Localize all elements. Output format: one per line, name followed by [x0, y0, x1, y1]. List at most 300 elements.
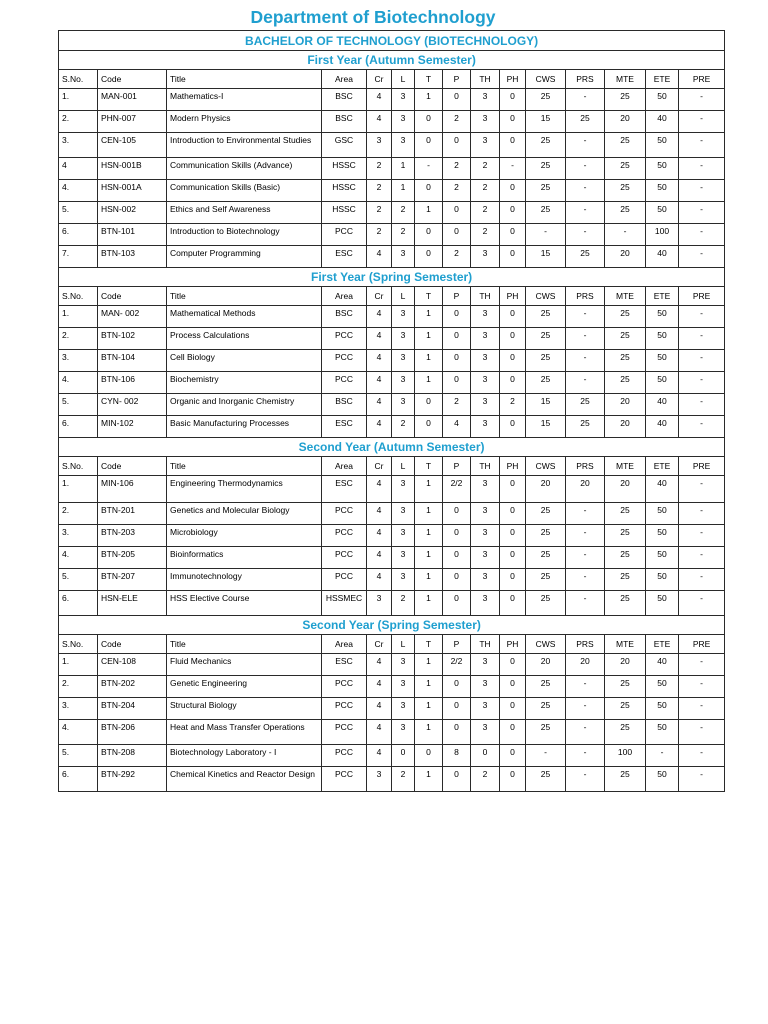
cell-p: 2 — [443, 394, 471, 416]
cell-prs: - — [566, 202, 605, 224]
cell-th: 3 — [471, 591, 500, 616]
cell-l: 3 — [392, 547, 415, 569]
cell-p: 2/2 — [443, 654, 471, 676]
cell-mte: 25 — [605, 503, 646, 525]
cell-cr: 4 — [367, 745, 392, 767]
cell-mte: 20 — [605, 246, 646, 268]
cell-p: 0 — [443, 720, 471, 745]
cell-mte: 25 — [605, 350, 646, 372]
cell-ph: 0 — [500, 654, 526, 676]
cell-code: BTN-201 — [98, 503, 167, 525]
cell-l: 2 — [392, 767, 415, 792]
cell-cws: 25 — [526, 202, 566, 224]
course-row — [59, 720, 725, 745]
cell-sno: 2. — [59, 111, 98, 133]
cell-l: 3 — [392, 306, 415, 328]
cell-ete: 50 — [646, 591, 679, 616]
cell-t: 0 — [415, 111, 443, 133]
cell-pre: - — [679, 224, 725, 246]
cell-cws: 25 — [526, 89, 566, 111]
column-header-title: Title — [167, 457, 322, 476]
cell-th: 0 — [471, 745, 500, 767]
cell-th: 3 — [471, 111, 500, 133]
cell-cws: 15 — [526, 416, 566, 438]
cell-title: Heat and Mass Transfer Operations — [167, 720, 322, 745]
cell-mte: 25 — [605, 720, 646, 745]
cell-l: 3 — [392, 569, 415, 591]
cell-l: 3 — [392, 350, 415, 372]
cell-l: 1 — [392, 158, 415, 180]
cell-cr: 4 — [367, 394, 392, 416]
column-header-cr: Cr — [367, 70, 392, 89]
cell-ph: 0 — [500, 591, 526, 616]
cell-t: - — [415, 158, 443, 180]
cell-cws: - — [526, 224, 566, 246]
cell-ph: 0 — [500, 767, 526, 792]
cell-pre: - — [679, 547, 725, 569]
cell-title: Cell Biology — [167, 350, 322, 372]
cell-sno: 1. — [59, 476, 98, 503]
cell-p: 4 — [443, 416, 471, 438]
cell-l: 2 — [392, 224, 415, 246]
column-header-l: L — [392, 287, 415, 306]
cell-sno: 4. — [59, 720, 98, 745]
cell-code: BTN-205 — [98, 547, 167, 569]
cell-area: PCC — [322, 698, 367, 720]
cell-prs: - — [566, 698, 605, 720]
cell-title: Communication Skills (Advance) — [167, 158, 322, 180]
cell-prs: - — [566, 745, 605, 767]
cell-prs: 20 — [566, 476, 605, 503]
cell-p: 0 — [443, 676, 471, 698]
cell-sno: 2. — [59, 503, 98, 525]
cell-title: Genetics and Molecular Biology — [167, 503, 322, 525]
course-row — [59, 111, 725, 133]
cell-code: MIN-106 — [98, 476, 167, 503]
cell-th: 3 — [471, 350, 500, 372]
cell-ph: 0 — [500, 547, 526, 569]
cell-sno: 4. — [59, 372, 98, 394]
cell-th: 3 — [471, 654, 500, 676]
cell-cr: 3 — [367, 133, 392, 158]
cell-mte: 25 — [605, 306, 646, 328]
cell-cr: 4 — [367, 476, 392, 503]
cell-th: 2 — [471, 224, 500, 246]
cell-pre: - — [679, 416, 725, 438]
course-row — [59, 350, 725, 372]
column-header-code: Code — [98, 287, 167, 306]
cell-sno: 5. — [59, 202, 98, 224]
cell-cws: 25 — [526, 350, 566, 372]
cell-th: 2 — [471, 767, 500, 792]
cell-cr: 2 — [367, 158, 392, 180]
cell-mte: 25 — [605, 676, 646, 698]
cell-sno: 6. — [59, 224, 98, 246]
cell-mte: 25 — [605, 328, 646, 350]
column-header-th: TH — [471, 457, 500, 476]
cell-code: BTN-101 — [98, 224, 167, 246]
cell-prs: 25 — [566, 416, 605, 438]
cell-p: 0 — [443, 525, 471, 547]
cell-cws: 25 — [526, 328, 566, 350]
cell-t: 1 — [415, 525, 443, 547]
cell-th: 3 — [471, 306, 500, 328]
cell-ete: 50 — [646, 720, 679, 745]
column-header-row — [59, 457, 725, 476]
cell-l: 3 — [392, 89, 415, 111]
cell-prs: - — [566, 372, 605, 394]
cell-title: Biotechnology Laboratory - I — [167, 745, 322, 767]
cell-ete: 50 — [646, 547, 679, 569]
cell-cws: 15 — [526, 111, 566, 133]
cell-code: HSN-002 — [98, 202, 167, 224]
cell-area: HSSC — [322, 202, 367, 224]
cell-area: PCC — [322, 676, 367, 698]
cell-mte: 20 — [605, 111, 646, 133]
cell-title: Biochemistry — [167, 372, 322, 394]
cell-code: BTN-206 — [98, 720, 167, 745]
cell-prs: - — [566, 547, 605, 569]
cell-code: MAN- 002 — [98, 306, 167, 328]
cell-t: 1 — [415, 89, 443, 111]
column-header-cws: CWS — [526, 70, 566, 89]
column-header-row — [59, 287, 725, 306]
column-header-th: TH — [471, 287, 500, 306]
cell-t: 0 — [415, 394, 443, 416]
cell-pre: - — [679, 246, 725, 268]
program-title: BACHELOR OF TECHNOLOGY (BIOTECHNOLOGY) — [59, 31, 725, 51]
cell-code: CYN- 002 — [98, 394, 167, 416]
course-row — [59, 133, 725, 158]
cell-sno: 4 — [59, 158, 98, 180]
cell-cr: 4 — [367, 569, 392, 591]
cell-mte: 20 — [605, 416, 646, 438]
cell-mte: 25 — [605, 591, 646, 616]
cell-ph: 0 — [500, 350, 526, 372]
cell-sno: 5. — [59, 569, 98, 591]
cell-cws: 25 — [526, 547, 566, 569]
course-row — [59, 306, 725, 328]
cell-prs: 20 — [566, 654, 605, 676]
cell-cws: - — [526, 745, 566, 767]
cell-ete: 50 — [646, 698, 679, 720]
cell-l: 2 — [392, 591, 415, 616]
course-row — [59, 89, 725, 111]
cell-th: 2 — [471, 158, 500, 180]
cell-prs: - — [566, 224, 605, 246]
cell-th: 3 — [471, 676, 500, 698]
cell-pre: - — [679, 350, 725, 372]
column-header-pre: PRE — [679, 457, 725, 476]
semester-title: First Year (Spring Semester) — [59, 268, 725, 287]
course-row — [59, 394, 725, 416]
cell-ete: 50 — [646, 133, 679, 158]
cell-sno: 6. — [59, 416, 98, 438]
cell-title: Bioinformatics — [167, 547, 322, 569]
cell-prs: - — [566, 328, 605, 350]
column-header-area: Area — [322, 287, 367, 306]
column-header-l: L — [392, 457, 415, 476]
cell-th: 3 — [471, 569, 500, 591]
semester-title: Second Year (Spring Semester) — [59, 616, 725, 635]
column-header-p: P — [443, 457, 471, 476]
cell-prs: - — [566, 676, 605, 698]
cell-prs: - — [566, 591, 605, 616]
cell-ph: 0 — [500, 503, 526, 525]
cell-code: BTN-202 — [98, 676, 167, 698]
column-header-area: Area — [322, 635, 367, 654]
cell-code: BTN-104 — [98, 350, 167, 372]
cell-cws: 25 — [526, 591, 566, 616]
cell-cr: 4 — [367, 350, 392, 372]
cell-title: Structural Biology — [167, 698, 322, 720]
cell-th: 3 — [471, 416, 500, 438]
cell-p: 0 — [443, 698, 471, 720]
cell-p: 0 — [443, 306, 471, 328]
cell-cr: 4 — [367, 676, 392, 698]
column-header-area: Area — [322, 457, 367, 476]
column-header-code: Code — [98, 635, 167, 654]
cell-ph: 0 — [500, 224, 526, 246]
cell-th: 3 — [471, 394, 500, 416]
cell-code: BTN-102 — [98, 328, 167, 350]
column-header-pre: PRE — [679, 635, 725, 654]
column-header-ete: ETE — [646, 635, 679, 654]
cell-area: PCC — [322, 503, 367, 525]
cell-ph: 0 — [500, 328, 526, 350]
column-header-cr: Cr — [367, 287, 392, 306]
column-header-row — [59, 70, 725, 89]
semester-title: First Year (Autumn Semester) — [59, 51, 725, 70]
cell-ete: 50 — [646, 525, 679, 547]
cell-area: ESC — [322, 654, 367, 676]
cell-cr: 4 — [367, 246, 392, 268]
cell-mte: 20 — [605, 394, 646, 416]
column-header-sno: S.No. — [59, 70, 98, 89]
cell-p: 0 — [443, 591, 471, 616]
cell-l: 3 — [392, 133, 415, 158]
cell-area: BSC — [322, 306, 367, 328]
cell-l: 2 — [392, 202, 415, 224]
cell-p: 2 — [443, 246, 471, 268]
cell-area: ESC — [322, 416, 367, 438]
cell-t: 1 — [415, 372, 443, 394]
cell-t: 1 — [415, 547, 443, 569]
cell-code: BTN-106 — [98, 372, 167, 394]
column-header-code: Code — [98, 457, 167, 476]
cell-sno: 3. — [59, 525, 98, 547]
column-header-t: T — [415, 287, 443, 306]
cell-title: Fluid Mechanics — [167, 654, 322, 676]
column-header-title: Title — [167, 70, 322, 89]
cell-ph: 0 — [500, 202, 526, 224]
course-row — [59, 525, 725, 547]
cell-l: 3 — [392, 720, 415, 745]
cell-mte: 25 — [605, 569, 646, 591]
column-header-title: Title — [167, 635, 322, 654]
cell-title: HSS Elective Course — [167, 591, 322, 616]
cell-pre: - — [679, 654, 725, 676]
cell-title: Organic and Inorganic Chemistry — [167, 394, 322, 416]
cell-l: 3 — [392, 525, 415, 547]
cell-title: Introduction to Environmental Studies — [167, 133, 322, 158]
cell-sno: 2. — [59, 328, 98, 350]
cell-prs: - — [566, 525, 605, 547]
course-row — [59, 224, 725, 246]
cell-l: 3 — [392, 476, 415, 503]
cell-cws: 25 — [526, 767, 566, 792]
cell-area: BSC — [322, 111, 367, 133]
cell-mte: 25 — [605, 547, 646, 569]
cell-t: 0 — [415, 416, 443, 438]
cell-pre: - — [679, 503, 725, 525]
course-row — [59, 698, 725, 720]
cell-title: Modern Physics — [167, 111, 322, 133]
cell-code: BTN-292 — [98, 767, 167, 792]
cell-area: PCC — [322, 525, 367, 547]
cell-ph: 0 — [500, 745, 526, 767]
cell-prs: - — [566, 720, 605, 745]
cell-cws: 25 — [526, 158, 566, 180]
cell-prs: 25 — [566, 246, 605, 268]
cell-ph: 0 — [500, 569, 526, 591]
course-row — [59, 569, 725, 591]
column-header-title: Title — [167, 287, 322, 306]
cell-pre: - — [679, 372, 725, 394]
cell-ete: 50 — [646, 372, 679, 394]
cell-p: 0 — [443, 133, 471, 158]
cell-pre: - — [679, 720, 725, 745]
cell-area: ESC — [322, 476, 367, 503]
cell-ete: 50 — [646, 503, 679, 525]
cell-ph: 0 — [500, 246, 526, 268]
course-row — [59, 372, 725, 394]
cell-cr: 3 — [367, 767, 392, 792]
cell-sno: 2. — [59, 676, 98, 698]
column-header-ph: PH — [500, 635, 526, 654]
cell-l: 3 — [392, 111, 415, 133]
cell-title: Genetic Engineering — [167, 676, 322, 698]
cell-cr: 4 — [367, 372, 392, 394]
column-header-cws: CWS — [526, 287, 566, 306]
cell-t: 1 — [415, 767, 443, 792]
cell-t: 0 — [415, 133, 443, 158]
cell-cr: 4 — [367, 89, 392, 111]
cell-cr: 2 — [367, 224, 392, 246]
semester-heading-row — [59, 438, 725, 457]
cell-cws: 25 — [526, 180, 566, 202]
cell-area: PCC — [322, 372, 367, 394]
column-header-ete: ETE — [646, 457, 679, 476]
course-row — [59, 416, 725, 438]
cell-title: Mathematical Methods — [167, 306, 322, 328]
cell-t: 0 — [415, 180, 443, 202]
cell-code: HSN-ELE — [98, 591, 167, 616]
semester-heading-row — [59, 51, 725, 70]
course-row — [59, 158, 725, 180]
page-title: Department of Biotechnology — [250, 7, 496, 27]
cell-title: Chemical Kinetics and Reactor Design — [167, 767, 322, 792]
semester-heading-row — [59, 616, 725, 635]
cell-title: Microbiology — [167, 525, 322, 547]
cell-l: 3 — [392, 372, 415, 394]
cell-l: 3 — [392, 328, 415, 350]
cell-sno: 1. — [59, 654, 98, 676]
column-header-t: T — [415, 635, 443, 654]
cell-mte: 25 — [605, 158, 646, 180]
cell-prs: - — [566, 569, 605, 591]
column-header-cws: CWS — [526, 457, 566, 476]
cell-p: 2 — [443, 111, 471, 133]
cell-cws: 25 — [526, 720, 566, 745]
cell-code: HSN-001B — [98, 158, 167, 180]
cell-pre: - — [679, 111, 725, 133]
cell-t: 0 — [415, 224, 443, 246]
cell-p: 0 — [443, 547, 471, 569]
cell-p: 0 — [443, 224, 471, 246]
cell-l: 3 — [392, 246, 415, 268]
cell-area: BSC — [322, 394, 367, 416]
cell-prs: - — [566, 180, 605, 202]
course-row — [59, 180, 725, 202]
column-header-t: T — [415, 457, 443, 476]
cell-prs: - — [566, 158, 605, 180]
cell-code: CEN-105 — [98, 133, 167, 158]
cell-p: 0 — [443, 89, 471, 111]
cell-area: HSSMEC — [322, 591, 367, 616]
cell-mte: 20 — [605, 654, 646, 676]
cell-p: 0 — [443, 372, 471, 394]
cell-cr: 4 — [367, 306, 392, 328]
cell-mte: 25 — [605, 372, 646, 394]
cell-ete: 50 — [646, 767, 679, 792]
column-header-cr: Cr — [367, 635, 392, 654]
cell-cws: 25 — [526, 569, 566, 591]
column-header-sno: S.No. — [59, 635, 98, 654]
cell-t: 1 — [415, 676, 443, 698]
cell-th: 3 — [471, 133, 500, 158]
cell-pre: - — [679, 676, 725, 698]
cell-cr: 4 — [367, 525, 392, 547]
cell-area: ESC — [322, 246, 367, 268]
cell-t: 1 — [415, 591, 443, 616]
cell-cws: 25 — [526, 503, 566, 525]
cell-ete: 40 — [646, 394, 679, 416]
cell-mte: 100 — [605, 745, 646, 767]
cell-p: 0 — [443, 328, 471, 350]
semester-heading-row — [59, 268, 725, 287]
cell-th: 3 — [471, 503, 500, 525]
cell-t: 1 — [415, 476, 443, 503]
cell-ete: 50 — [646, 306, 679, 328]
cell-mte: 25 — [605, 202, 646, 224]
cell-ete: 50 — [646, 202, 679, 224]
cell-t: 1 — [415, 720, 443, 745]
cell-code: BTN-103 — [98, 246, 167, 268]
cell-l: 3 — [392, 654, 415, 676]
column-header-p: P — [443, 635, 471, 654]
cell-pre: - — [679, 698, 725, 720]
cell-cr: 4 — [367, 328, 392, 350]
cell-mte: 25 — [605, 525, 646, 547]
cell-cr: 4 — [367, 416, 392, 438]
cell-p: 8 — [443, 745, 471, 767]
cell-cr: 4 — [367, 547, 392, 569]
column-header-cr: Cr — [367, 457, 392, 476]
cell-pre: - — [679, 591, 725, 616]
column-header-prs: PRS — [566, 635, 605, 654]
column-header-l: L — [392, 70, 415, 89]
